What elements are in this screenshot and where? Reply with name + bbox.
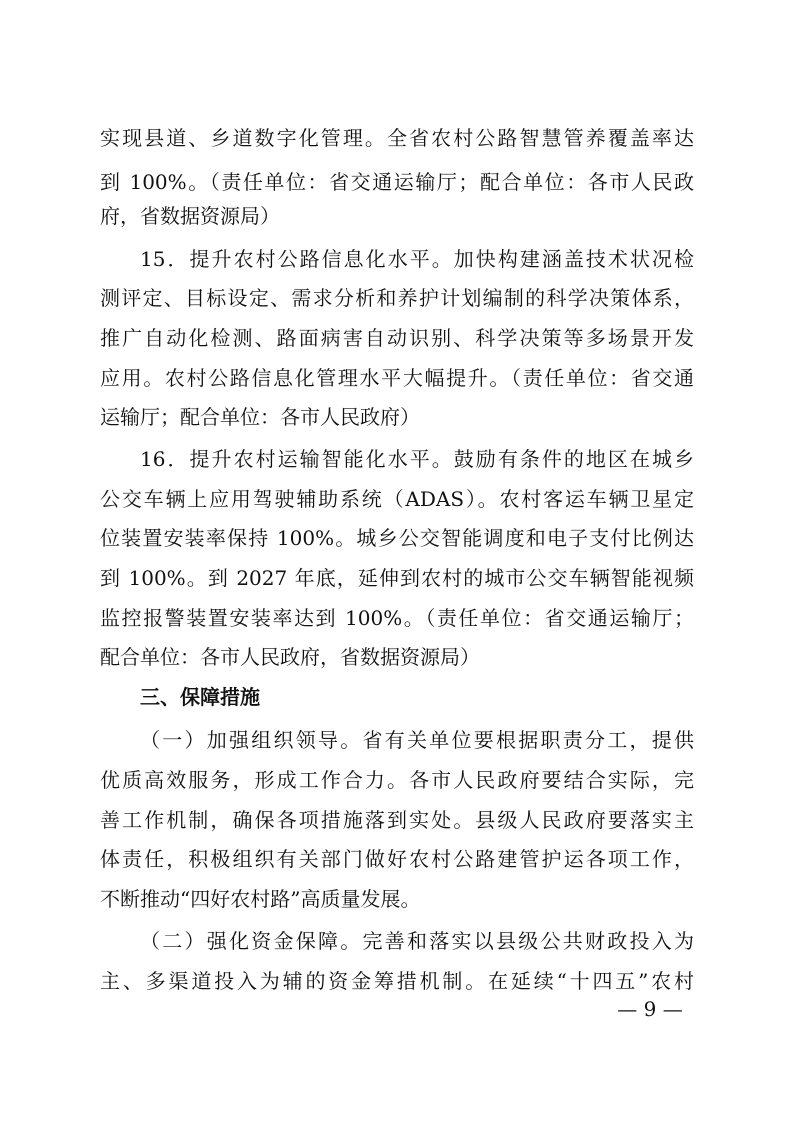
page-number: — 9 — — [617, 997, 683, 1021]
text-line: 善工作机制，确保各项措施落到实处。县级人民政府要落实主 — [100, 808, 694, 832]
text-line: 运输厅；配合单位：各市人民政府） — [100, 405, 420, 429]
text-line: 实现县道、乡道数字化管理。全省农村公路智慧管养覆盖率达 — [100, 126, 694, 150]
subsection-2-line: （二）强化资金保障。完善和落实以县级公共财政投入为 — [140, 929, 694, 953]
text-line: 不断推动“四好农村路”高质量发展。 — [100, 887, 421, 911]
text-line: 主、多渠道投入为辅的资金筹措机制。在延续“十四五”农村 — [100, 969, 694, 993]
text-line: 体责任，积极组织有关部门做好农村公路建管护运各项工作， — [100, 847, 694, 871]
text-line: 推广自动化检测、路面病害自动识别、科学决策等多场景开发 — [100, 326, 694, 350]
subsection-1-line: （一）加强组织领导。省有关单位要根据职责分工，提供 — [140, 728, 694, 752]
text-line: 测评定、目标设定、需求分析和养护计划编制的科学决策体系， — [100, 286, 694, 310]
text-line: 到 100%。到 2027 年底，延伸到农村的城市公交车辆智能视频 — [100, 566, 694, 590]
text-line: 应用。农村公路信息化管理水平大幅提升。（责任单位：省交通 — [100, 366, 694, 390]
text-line: 公交车辆上应用驾驶辅助系统（ADAS）。农村客运车辆卫星定 — [100, 487, 694, 511]
item-16-line: 16．提升农村运输智能化水平。鼓励有条件的地区在城乡 — [140, 447, 694, 471]
text-line: 到 100%。（责任单位：省交通运输厅；配合单位：各市人民政 — [100, 170, 694, 194]
section-heading: 三、保障措施 — [140, 685, 260, 709]
text-line: 优质高效服务，形成工作合力。各市人民政府要结合实际，完 — [100, 768, 694, 792]
text-line: 位装置安装率保持 100%。城乡公交智能调度和电子支付比例达 — [100, 526, 694, 550]
text-line: 配合单位：各市人民政府，省数据资源局） — [100, 645, 480, 669]
item-15-line: 15．提升农村公路信息化水平。加快构建涵盖技术状况检 — [140, 247, 694, 271]
text-line: 府，省数据资源局） — [100, 204, 280, 228]
text-line: 监控报警装置安装率达到 100%。（责任单位：省交通运输厅； — [100, 606, 694, 630]
